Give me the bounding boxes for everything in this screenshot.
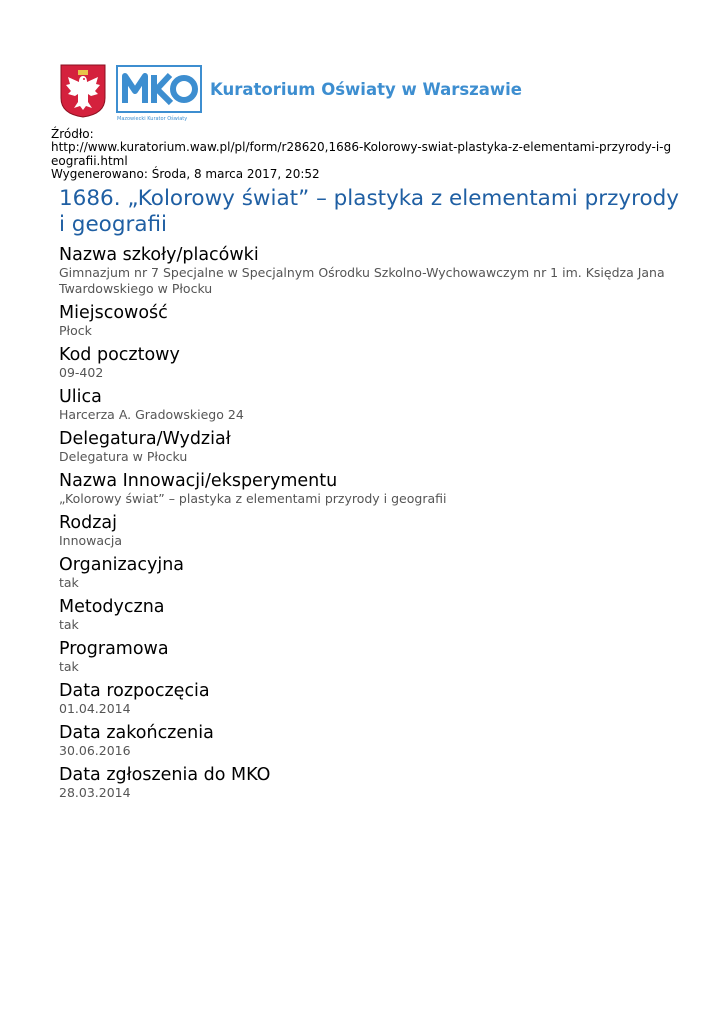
field-label: Nazwa szkoły/placówki xyxy=(59,245,259,265)
field-label: Organizacyjna xyxy=(59,555,185,575)
field-value: tak xyxy=(59,659,79,674)
field-label: Programowa xyxy=(59,639,169,659)
field-methodical xyxy=(59,597,679,633)
field-label: Data zgłoszenia do MKO xyxy=(59,765,271,785)
brand-name: Kuratorium Oświaty w Warszawie xyxy=(210,80,523,99)
field-value: Delegatura w Płocku xyxy=(59,449,188,464)
field-value: 09-402 xyxy=(59,365,104,380)
page-header xyxy=(60,64,700,120)
source-label: Źródło: xyxy=(51,127,94,141)
source-url[interactable]: http://www.kuratorium.waw.pl/pl/form/r28620,1686-Kolorowy-swiat-plastyka-z-elementami-przyrody-i-geografii.html xyxy=(51,140,672,168)
source-meta xyxy=(51,128,676,182)
field-label: Data zakończenia xyxy=(59,723,214,743)
field-start-date xyxy=(59,681,679,717)
polish-eagle-emblem-icon xyxy=(60,64,106,118)
field-value: Harcerza A. Gradowskiego 24 xyxy=(59,407,244,422)
field-label: Metodyczna xyxy=(59,597,165,617)
field-value: 30.06.2016 xyxy=(59,743,131,758)
field-value: 01.04.2014 xyxy=(59,701,131,716)
record-fields xyxy=(59,245,679,807)
field-value: „Kolorowy świat” – plastyka z elementami przyrody i geografii xyxy=(59,491,447,506)
field-city xyxy=(59,303,679,339)
field-label: Delegatura/Wydział xyxy=(59,429,231,449)
field-postal-code xyxy=(59,345,679,381)
field-label: Kod pocztowy xyxy=(59,345,180,365)
field-label: Rodzaj xyxy=(59,513,117,533)
field-value: Płock xyxy=(59,323,92,338)
mko-logo xyxy=(116,65,202,121)
field-delegation xyxy=(59,429,679,465)
field-label: Data rozpoczęcia xyxy=(59,681,210,701)
field-value: tak xyxy=(59,617,79,632)
field-end-date xyxy=(59,723,679,759)
field-value: Gimnazjum nr 7 Specjalne w Specjalnym Ośrodku Szkolno-Wychowawczym nr 1 im. Księdza Jana Twardowskiego w Płocku xyxy=(59,265,665,296)
field-value: 28.03.2014 xyxy=(59,785,131,800)
field-submission-date xyxy=(59,765,679,801)
field-innovation-name xyxy=(59,471,679,507)
field-value: Innowacja xyxy=(59,533,123,548)
field-organizational xyxy=(59,555,679,591)
field-programmatic xyxy=(59,639,679,675)
field-label: Ulica xyxy=(59,387,102,407)
field-value: tak xyxy=(59,575,79,590)
field-label: Miejscowość xyxy=(59,303,168,323)
page-title: 1686. „Kolorowy świat” – plastyka z elementami przyrody i geografii xyxy=(59,186,679,237)
field-type xyxy=(59,513,679,549)
field-street xyxy=(59,387,679,423)
generated-timestamp: Wygenerowano: Środa, 8 marca 2017, 20:52 xyxy=(51,167,320,182)
logo-caption: Mazowiecki Kurator Oświaty xyxy=(117,116,188,121)
field-school xyxy=(59,245,679,297)
field-label: Nazwa Innowacji/eksperymentu xyxy=(59,471,338,491)
